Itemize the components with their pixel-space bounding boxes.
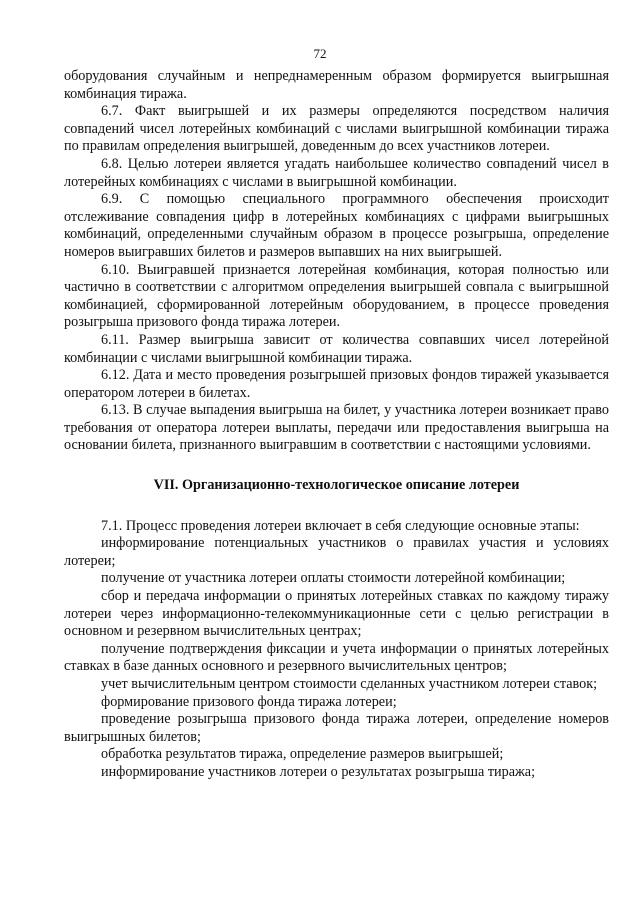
list-item: получение подтверждения фиксации и учета информации о принятых лотерейных ставках в базе данных основного и резервного вычислительных центров;	[64, 640, 609, 675]
paragraph-6-8: 6.8. Целью лотереи является угадать наибольшее количество совпадений чисел в лотерейных комбинациях с числами в выигрышной комбинации.	[64, 155, 609, 190]
paragraph-6-11: 6.11. Размер выигрыша зависит от количества совпавших чисел лотерейной комбинации с числами выигрышной комбинации тиража.	[64, 331, 609, 366]
paragraph-6-10: 6.10. Выигравшей признается лотерейная комбинация, которая полностью или частично в соответствии с алгоритмом определения выигрышей совпала с выигрышной комбинацией, сформированной лотерейным оборудованием, в процессе проведения розыгрыша призового фонда тиража лотереи.	[64, 261, 609, 331]
list-item: информирование потенциальных участников о правилах участия и условиях лотереи;	[64, 535, 609, 569]
paragraph-6-12: 6.12. Дата и место проведения розыгрышей призовых фондов тиражей указывается оператором лотереи в билетах.	[64, 367, 609, 401]
list-item: проведение розыгрыша призового фонда тиража лотереи, определение номеров выигрышных билетов;	[64, 711, 609, 745]
page-number: 72	[313, 46, 327, 61]
paragraph-7-1: 7.1. Процесс проведения лотереи включает в себя следующие основные этапы:	[101, 517, 580, 534]
document-body	[64, 68, 609, 782]
list-item: формирование призового фонда тиража лотереи;	[101, 693, 397, 710]
list-item: сбор и передача информации о принятых лотерейных ставках по каждому тиражу лотереи через информационно-телекоммуникационные сети с целью регистрации в основном и резервном вычислительных центрах;	[64, 588, 609, 640]
list-item: учет вычислительным центром стоимости сделанных участником лотереи ставок;	[101, 676, 598, 692]
list-item: получение от участника лотереи оплаты стоимости лотерейной комбинации;	[101, 570, 566, 587]
paragraph-continuation: оборудования случайным и непреднамеренным образом формируется выигрышная комбинация тиража.	[64, 68, 609, 102]
list-item: обработка результатов тиража, определение размеров выигрышей;	[101, 746, 504, 763]
section-heading: VII. Организационно-технологическое описание лотереи	[153, 477, 520, 494]
paragraph-6-9: 6.9. С помощью специального программного обеспечения происходит отслеживание совпадения цифр в лотерейных комбинациях с цифрами выигрышных комбинаций, определенными случайным образом в процессе розыгрыша, определение номеров выигравших билетов и размеров выпавших на них выигрышей.	[64, 191, 609, 260]
list-item: информирование участников лотереи о результатах розыгрыша тиража;	[101, 763, 536, 780]
paragraph-6-7: 6.7. Факт выигрышей и их размеры определяются посредством наличия совпадений чисел лотерейных комбинаций с числами выигрышной комбинации тиража по правилам определения выигрышей, доведенным до всех участников лотереи.	[64, 103, 609, 155]
paragraph-6-13: 6.13. В случае выпадения выигрыша на билет, у участника лотереи возникает право требования от оператора лотереи выплаты, передачи или предоставления выигрыша на основании билета, признанного выигравшим в соответствии с настоящими условиями.	[64, 402, 609, 454]
